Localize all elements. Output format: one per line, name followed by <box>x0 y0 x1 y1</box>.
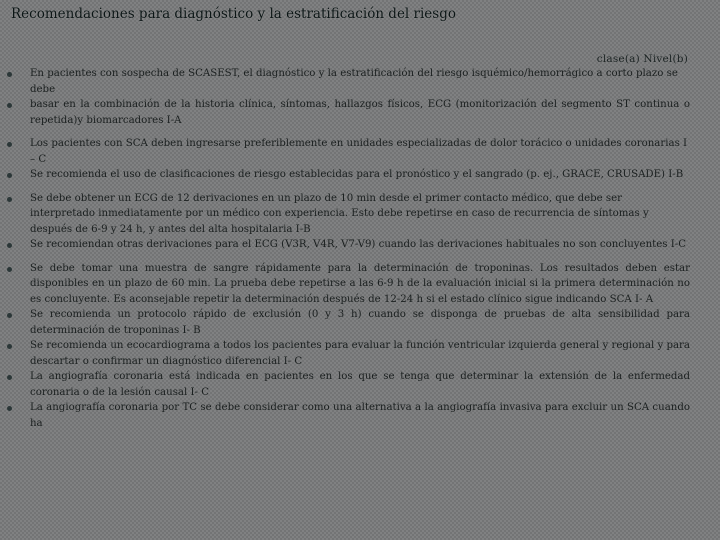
recommendation-item <box>30 400 690 431</box>
recommendation-item <box>30 136 690 167</box>
recommendation-text: basar en la combinación de la historia clínica, síntomas, hallazgos físicos, ECG (monitorización del segmento ST continua o repetida)y biomarcadores I-A <box>30 99 690 126</box>
recommendation-list <box>0 66 720 431</box>
recommendation-item <box>30 97 690 128</box>
recommendation-text: Se debe obtener un ECG de 12 derivaciones en un plazo de 10 min desde el primer contacto médico, que debe ser interpretado inmediatamente por un médico con experiencia. Esto debe repetirse en caso de recurrencia de síntomas y después de 6-9 y 24 h, y antes del alta hospitalaria I-B <box>30 192 649 235</box>
recommendation-item <box>30 191 690 238</box>
recommendation-item <box>30 261 690 308</box>
recommendation-item <box>30 66 690 97</box>
recommendation-item <box>30 237 690 253</box>
recommendation-text: Se recomienda un protocolo rápido de exclusión (0 y 3 h) cuando se disponga de pruebas de alta sensibilidad para determinación de troponinas I- B <box>30 309 690 336</box>
recommendation-text: Los pacientes con SCA deben ingresarse preferiblemente en unidades especializadas de dolor torácico o unidades coronarias I – C <box>30 138 688 165</box>
recommendation-text: Se recomiendan otras derivaciones para el ECG (V3R, V4R, V7-V9) cuando las derivaciones habituales no son concluyentes I-C <box>30 239 686 250</box>
slide-title: Recomendaciones para diagnóstico y la estratificación del riesgo <box>11 6 456 22</box>
recommendation-item <box>30 338 690 369</box>
class-level-header: clase(a) Nivel(b) <box>596 53 688 65</box>
recommendation-text: Se debe tomar una muestra de sangre rápidamente para la determinación de troponinas. Los resultados deben estar disponibles en un plazo de 60 min. La prueba debe repetirse a las 6-9 h de la evaluación inicial si la primera determinación no es concluyente. Es aconsejable repetir la determinación después de 12-24 h si el estado clínico sigue indicando SCA I- A <box>30 262 690 305</box>
recommendation-item <box>30 167 690 183</box>
recommendation-item <box>30 369 690 400</box>
recommendation-text: Se recomienda el uso de clasificaciones de riesgo establecidas para el pronóstico y el sangrado (p. ej., GRACE, CRUSADE) I-B <box>30 169 684 180</box>
recommendation-item <box>30 307 690 338</box>
recommendation-text: En pacientes con sospecha de SCASEST, el diagnóstico y la estratificación del riesgo isquémico/hemorrágico a corto plazo se debe <box>30 68 678 95</box>
recommendation-text: La angiografía coronaria por TC se debe considerar como una alternativa a la angiografía invasiva para excluir un SCA cuando ha <box>30 402 690 429</box>
recommendation-text: La angiografía coronaria está indicada en pacientes en los que se tenga que determinar la extensión de la enfermedad coronaria o de la lesión causal I- C <box>30 371 690 398</box>
recommendation-text: Se recomienda un ecocardiograma a todos los pacientes para evaluar la función ventricular izquierda general y regional y para descartar o confirmar un diagnóstico diferencial I- C <box>30 340 690 367</box>
